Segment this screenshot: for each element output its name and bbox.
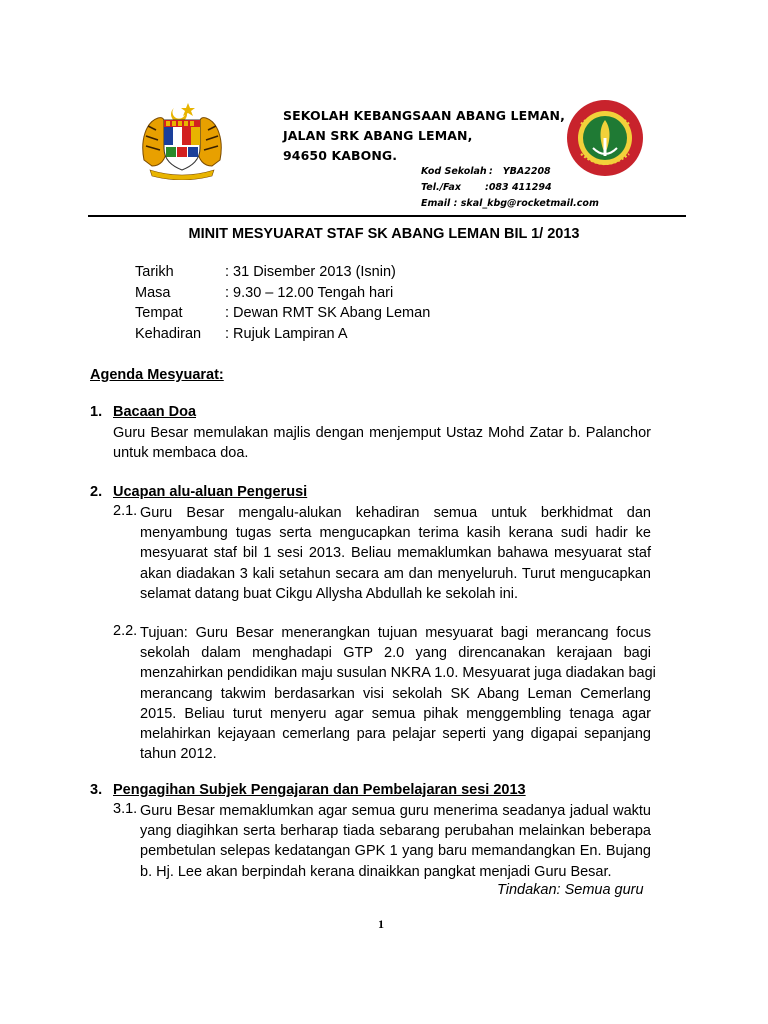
sub-item-number: 3.1. <box>113 801 138 817</box>
paragraph-line: yang diagihkan serta berharap tiada sebarang perubahan melainkan beberapa <box>140 823 651 840</box>
tel-sep: : <box>485 182 489 193</box>
paragraph-line: 2015. Beliau turut menyeru agar semua pihak menggembling tenaga agar <box>140 705 651 722</box>
item-number: 1. <box>90 404 103 420</box>
school-badge-icon <box>565 98 645 178</box>
info-row-time <box>135 285 393 301</box>
school-postcode: 94650 KABONG. <box>283 148 398 163</box>
email-label: Email : <box>421 198 458 209</box>
info-row-venue <box>135 305 430 321</box>
info-value: : Dewan RMT SK Abang Leman <box>225 305 431 321</box>
item-number: 3. <box>90 782 103 798</box>
paragraph-line: menyambung tugas serta mengucapkan terima kasih kerana sudi hadir ke <box>140 525 651 542</box>
school-code-line <box>421 166 551 177</box>
paragraph-line: b. Hj. Lee akan berpindah kerana dinaikkan pangkat menjadi Guru Besar. <box>140 863 612 880</box>
school-address: JALAN SRK ABANG LEMAN, <box>283 128 473 143</box>
paragraph-line: untuk membaca doa. <box>113 445 249 462</box>
page-title: MINIT MESYUARAT STAF SK ABANG LEMAN BIL 1/ 2013 <box>188 226 580 242</box>
email-line <box>421 198 599 209</box>
school-code-sep: : <box>489 166 493 177</box>
tel-value: 083 411294 <box>488 182 552 193</box>
info-label: Tempat <box>135 305 183 321</box>
info-row-date <box>135 264 396 280</box>
paragraph-line: Guru Besar memaklumkan agar semua guru menerima seadanya jadual waktu <box>140 803 651 819</box>
tel-label: Tel./Fax <box>421 182 461 193</box>
sub-item-number: 2.2. <box>113 623 138 639</box>
paragraph-line: selamat datang buat Cikgu Allysha Abdullah ke sekolah ini. <box>140 585 519 602</box>
paragraph-line: Guru Besar memulakan majlis dengan menjemput Ustaz Mohd Zatar b. Palanchor <box>113 425 651 441</box>
sub-item-paragraph <box>140 503 651 604</box>
paragraph-line: Guru Besar mengalu-alukan kehadiran semua untuk berkhidmat dan <box>140 505 651 521</box>
paragraph-line: menzahirkan pendidikan maju susulan NKRA 1.0. Mesyuarat juga diadakan bagi <box>140 665 656 682</box>
item-title: Bacaan Doa <box>113 404 197 420</box>
info-value: : 31 Disember 2013 (Isnin) <box>225 264 396 280</box>
paragraph-line: mesyuarat staf bil 1 sesi 2013. Beliau memaklumkan bahawa mesyuarat staf <box>140 545 651 562</box>
info-label: Tarikh <box>135 264 174 280</box>
sub-item-paragraph <box>140 801 651 882</box>
school-name: SEKOLAH KEBANGSAAN ABANG LEMAN, <box>283 108 565 123</box>
paragraph-line: pembetulan selepas kedatangan GPK 1 yang baru memandangkan En. Bujang <box>140 843 651 860</box>
item-title: Ucapan alu-aluan Pengerusi <box>113 484 308 500</box>
paragraph-line: sekolah dalam menghadapi GTP 2.0 yang direncanakan kerajaan bagi <box>140 645 651 662</box>
item-title: Pengagihan Subjek Pengajaran dan Pembelajaran sesi 2013 <box>113 782 526 798</box>
item-paragraph <box>113 423 651 463</box>
header-divider <box>88 215 686 217</box>
agenda-item-heading <box>90 484 307 500</box>
agenda-heading: Agenda Mesyuarat: <box>90 367 224 383</box>
info-label: Kehadiran <box>135 326 202 342</box>
paragraph-line: tahun 2012. <box>140 746 217 763</box>
sub-item-paragraph <box>140 623 656 764</box>
agenda-item-heading <box>90 782 526 798</box>
school-code-value: YBA2208 <box>502 166 551 177</box>
tel-line <box>421 182 552 193</box>
email-value: skal_kbg@rocketmail.com <box>460 198 599 209</box>
school-code-label: Kod Sekolah <box>421 166 487 177</box>
paragraph-line: merancang takwim berdasarkan visi sekolah SK Abang Leman Cemerlang <box>140 685 651 702</box>
malaysia-coat-of-arms-icon <box>136 100 228 180</box>
action-note: Tindakan: Semua guru <box>497 882 644 898</box>
sub-item-number: 2.1. <box>113 503 138 519</box>
page-number: 1 <box>378 917 384 931</box>
info-row-attendance <box>135 326 348 342</box>
info-value: : Rujuk Lampiran A <box>225 326 348 342</box>
agenda-item-heading <box>90 404 196 420</box>
info-value: : 9.30 – 12.00 Tengah hari <box>225 285 394 301</box>
paragraph-line: Tujuan: Guru Besar menerangkan tujuan mesyuarat bagi merancang focus <box>140 625 651 641</box>
info-label: Masa <box>135 285 171 301</box>
paragraph-line: melahirkan kejayaan cemerlang para pelajar seperti yang digapai sepanjang <box>140 725 651 742</box>
paragraph-line: akan diadakan 3 kali setahun secara am dan menyeluruh. Turut mengucapkan <box>140 565 651 582</box>
item-number: 2. <box>90 484 103 500</box>
